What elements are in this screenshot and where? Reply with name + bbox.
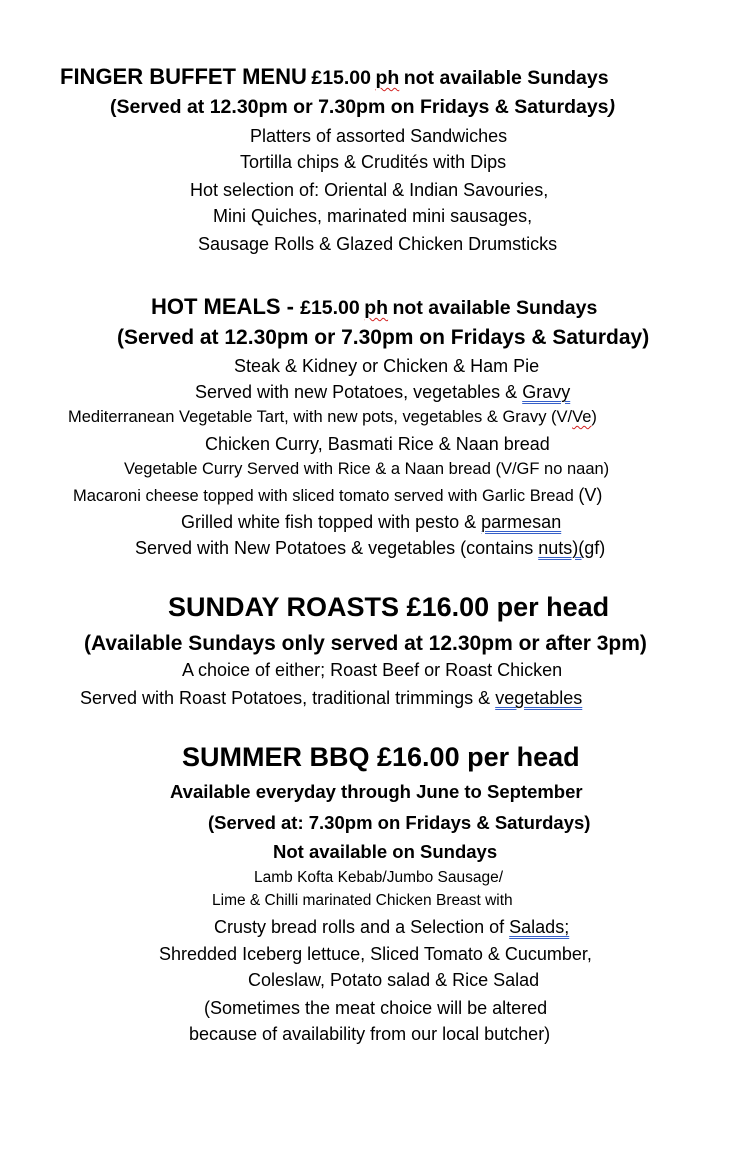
summer-bbq-not-available: Not available on Sundays	[273, 841, 498, 862]
summer-bbq-availability: Available everyday through June to September	[170, 781, 583, 802]
finger-buffet-ph: ph	[375, 67, 400, 89]
hot-meals-item: Grilled white fish topped with pesto & parmesan	[181, 512, 562, 532]
summer-bbq-item: Shredded Iceberg lettuce, Sliced Tomato & Cucumber,	[159, 944, 592, 964]
finger-buffet-heading: FINGER BUFFET MENU	[60, 64, 307, 89]
finger-buffet-item: Tortilla chips & Crudités with Dips	[240, 152, 507, 172]
finger-buffet-heading-line	[60, 64, 609, 90]
summer-bbq-note: because of availability from our local butcher)	[189, 1024, 551, 1044]
finger-buffet-note: not available Sundays	[403, 67, 609, 89]
hot-meals-ph: ph	[364, 297, 389, 319]
hot-meals-item: Chicken Curry, Basmati Rice & Naan bread	[205, 434, 550, 454]
hot-meals-item: Steak & Kidney or Chicken & Ham Pie	[234, 356, 540, 376]
summer-bbq-item: Crusty bread rolls and a Selection of Salads;	[214, 917, 570, 937]
finger-buffet-price: £15.00	[311, 67, 371, 89]
finger-buffet-item: Mini Quiches, marinated mini sausages,	[213, 206, 533, 226]
finger-buffet-served: (Served at 12.30pm or 7.30pm on Fridays & Saturdays)	[110, 96, 616, 118]
hot-meals-item: Mediterranean Vegetable Tart, with new pots, vegetables & Gravy (V/Ve)	[68, 408, 597, 426]
hot-meals-served: (Served at 12.30pm or 7.30pm on Fridays & Saturday)	[117, 326, 650, 349]
hot-meals-price: £15.00	[300, 297, 360, 319]
sunday-roasts-served: Served with Roast Potatoes, traditional trimmings & vegetables	[80, 688, 583, 708]
finger-buffet-item: Sausage Rolls & Glazed Chicken Drumsticks	[198, 234, 558, 254]
hot-meals-item: Vegetable Curry Served with Rice & a Naan bread (V/GF no naan)	[124, 460, 610, 478]
hot-meals-item: Served with New Potatoes & vegetables (contains nuts)(gf)	[135, 538, 606, 558]
summer-bbq-served: (Served at: 7.30pm on Fridays & Saturdays)	[208, 812, 591, 833]
summer-bbq-item: Lime & Chilli marinated Chicken Breast with	[212, 892, 513, 909]
hot-meals-item: Macaroni cheese topped with sliced tomato served with Garlic Bread (V)	[73, 485, 603, 505]
sunday-roasts-heading: SUNDAY ROASTS £16.00 per head	[168, 592, 610, 622]
hot-meals-item: Served with new Potatoes, vegetables & Gravy	[195, 382, 571, 402]
sunday-roasts-choice: A choice of either; Roast Beef or Roast Chicken	[182, 660, 563, 680]
finger-buffet-item: Hot selection of: Oriental & Indian Savouries,	[190, 180, 549, 200]
summer-bbq-note: (Sometimes the meat choice will be altered	[204, 998, 548, 1018]
hot-meals-heading: HOT MEALS -	[151, 294, 301, 319]
summer-bbq-item: Lamb Kofta Kebab/Jumbo Sausage/	[254, 869, 504, 886]
hot-meals-note: not available Sundays	[392, 297, 598, 319]
finger-buffet-item: Platters of assorted Sandwiches	[250, 126, 508, 146]
sunday-roasts-availability: (Available Sundays only served at 12.30pm or after 3pm)	[84, 632, 647, 655]
summer-bbq-item: Coleslaw, Potato salad & Rice Salad	[248, 970, 540, 990]
hot-meals-heading-line	[151, 294, 597, 320]
summer-bbq-heading: SUMMER BBQ £16.00 per head	[182, 742, 580, 772]
